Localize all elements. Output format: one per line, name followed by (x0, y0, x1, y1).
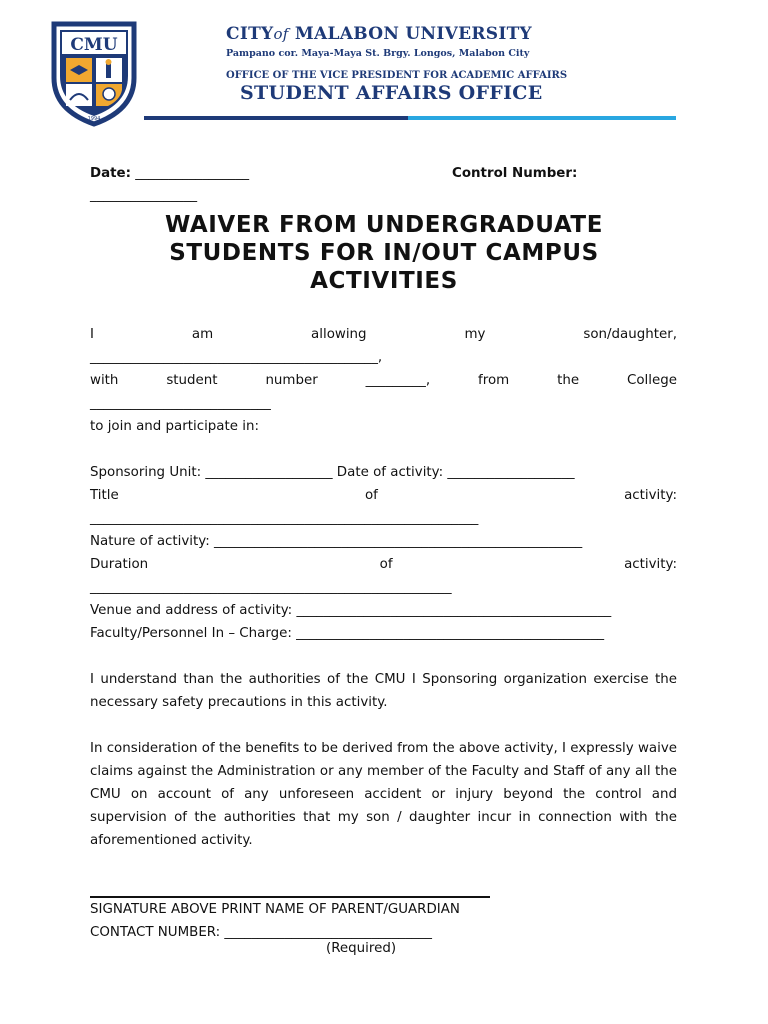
form-title-line-3: ACTIVITIES (310, 268, 458, 294)
form-title-line-2: STUDENTS FOR IN/OUT CAMPUS (169, 240, 599, 266)
university-name: CITYof MALABON UNIVERSITY (226, 24, 532, 44)
nature-of-activity-field[interactable]: Nature of activity: _______________________________________________________ (90, 534, 583, 549)
waiver-paragraph: In consideration of the benefits to be derived from the above activity, I expressly waive claims against the Administration or any member of the Faculty and Staff of any all the CMU on account of any unforeseen accident or injury beyond the control and supervision of the authorities that my son / daughter incur in connection with the aforementioned activity. (90, 741, 677, 848)
date-label: Date: (90, 166, 131, 181)
student-name-blank[interactable]: ___________________________________________, (90, 350, 383, 365)
university-address: Pampano cor. Maya-Maya St. Brgy. Longos, Malabon City (226, 48, 530, 59)
consent-line-5: to join and participate in: (90, 419, 259, 434)
date-field[interactable] (90, 166, 249, 181)
student-number-blank[interactable]: _________, (365, 373, 431, 388)
venue-field[interactable]: Venue and address of activity: _______________________________________________ (90, 603, 612, 618)
sponsoring-unit-field[interactable]: Sponsoring Unit: ___________________ Date of activity: ___________________ (90, 465, 575, 480)
faculty-in-charge-field[interactable]: Faculty/Personnel In – Charge: ______________________________________________ (90, 626, 605, 641)
activity-title-blank[interactable]: __________________________________________________________ (90, 511, 479, 526)
logo-text: CMU (70, 35, 118, 55)
signature-label: SIGNATURE ABOVE PRINT NAME OF PARENT/GUARDIAN (90, 902, 460, 917)
office-name: OFFICE OF THE VICE PRESIDENT FOR ACADEMIC AFFAIRS (226, 70, 568, 81)
date-blank[interactable]: _________________ (135, 166, 250, 181)
consent-line-1: I am allowing my son/daughter, (90, 327, 677, 342)
control-number-label: Control Number: (452, 166, 578, 181)
signature-line[interactable] (90, 896, 490, 898)
duration-label: Duration of activity: (90, 557, 677, 572)
header-divider (144, 116, 676, 120)
cmu-logo (50, 20, 138, 128)
control-number-blank[interactable]: ________________ (90, 188, 198, 203)
college-blank[interactable]: ___________________________ (90, 396, 271, 411)
department-name: STUDENT AFFAIRS OFFICE (240, 82, 543, 104)
logo-year: 1994 (87, 116, 101, 122)
safety-paragraph: I understand than the authorities of the CMU I Sponsoring organization exercise the necessary safety precautions in this activity. (90, 672, 677, 710)
duration-blank[interactable]: ______________________________________________________ (90, 580, 452, 595)
form-title-line-1: WAIVER FROM UNDERGRADUATE (164, 212, 604, 238)
activity-title-label: Title of activity: (90, 488, 677, 503)
consent-line-3: with student number _________, from the College (90, 373, 677, 388)
required-note: (Required) (326, 941, 397, 956)
contact-number-field[interactable]: CONTACT NUMBER: _______________________________ (90, 925, 432, 940)
